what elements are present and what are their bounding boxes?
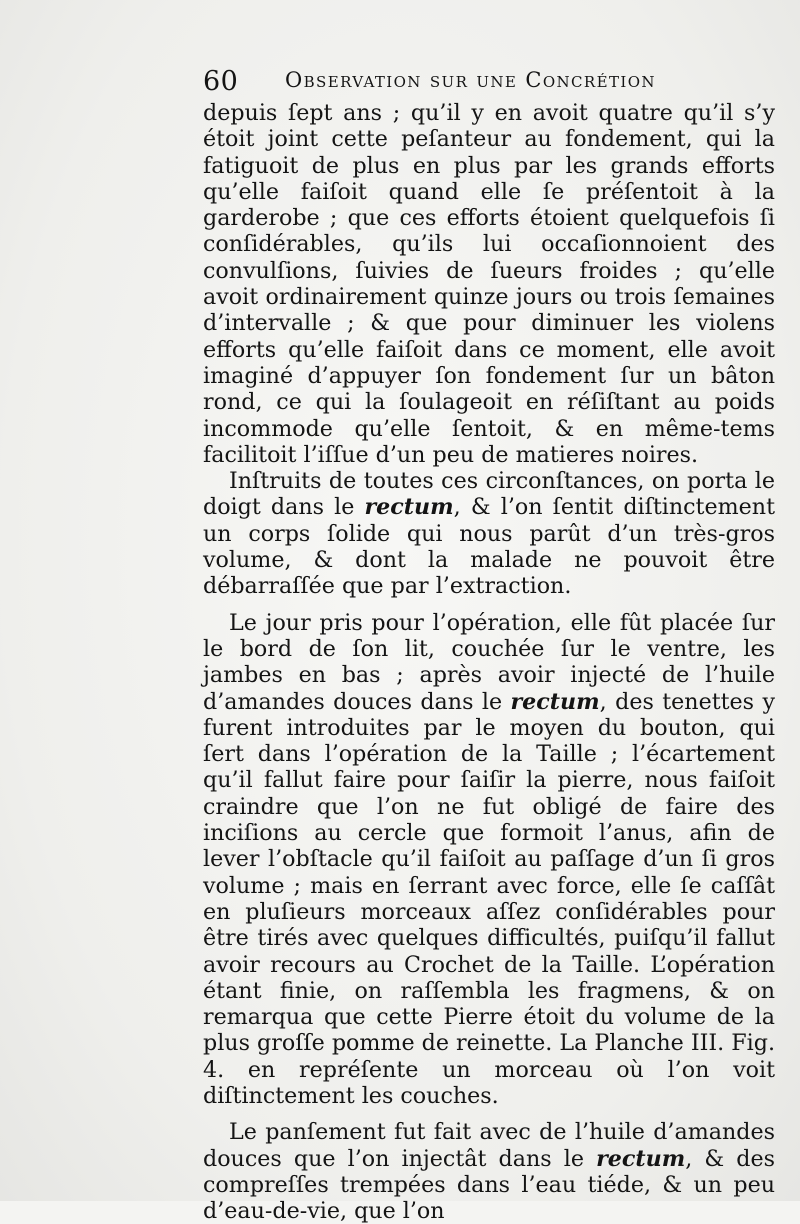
- paragraph-3-text-b: , des tenettes y furent introduites par le moyen du bouton, qui ſert dans l’opération de la Taille ; l’écartement qu’il fallut faire pour ſaiſir la pierre, nous faiſoit craindre que l’on ne fut obligé de faire des inciſions au cercle que formoit l’anus, afin de lever l’obſtacle qu’il faiſoit au paſſage d’un ſi gros volume ; mais en ſerrant avec force, elle ſe caſſât en pluſieurs morceaux aſſez conſidérables pour être tirés avec quelques difficultés, puiſqu’il fallut avoir recours au Crochet de la Taille. L’opération étant finie, on raſſembla les fragmens, & on remarqua que cette Pierre étoit du volume de la plus groſſe pomme de reinette. La Planche III. Fig. 4. en repréſente un morceau où l’on voit diſtinctement les couches.: [203, 688, 775, 1109]
- paragraph-2-text-a: Inſtruits de toutes ces circonſtances, on porta le doigt dans le: [203, 468, 775, 521]
- body-text: [203, 100, 775, 1224]
- paragraph-2-text-b: , & l’on ſentit diſtinctement un corps ſolide qui nous parût d’un très-gros volume, & dont la malade ne pouvoit être débarraſſée que par l’extraction.: [203, 494, 775, 600]
- paragraph-4-text-b: , & des compreſſes trempées dans l’eau tiéde, & un peu d’eau-de-vie, que l’on: [203, 1145, 775, 1224]
- paragraph-3-rectum: rectum: [510, 688, 600, 715]
- running-title: Observation sur une Concrétion: [285, 68, 656, 92]
- paragraph-2: [203, 468, 775, 599]
- paragraph-3-text-a: Le jour pris pour l’opération, elle fût placée ſur le bord de ſon lit, couchée ſur le ventre, les jambes en bas ; après avoir injecté de l’huile d’amandes douces dans le: [203, 609, 775, 715]
- paragraph-4-text-a: Le panſement fut fait avec de l’huile d’amandes douces que l’on injectât dans le: [203, 1119, 775, 1172]
- paragraph-4: [203, 1119, 775, 1224]
- paragraph-1-text: depuis ſept ans ; qu’il y en avoit quatre qu’il s’y étoit joint cette peſanteur au fondement, qui la fatiguoit de plus en plus par les grands efforts qu’elle faiſoit quand elle ſe préſentoit à la garderobe ; que ces efforts étoient quelquefois ſi conſidérables, qu’ils lui occaſionnoient des convulſions, ſuivies de ſueurs froides ; qu’elle avoit ordinairement quinze jours ou trois ſemaines d’intervalle ; & que pour diminuer les violens efforts qu’elle faiſoit dans ce moment, elle avoit imaginé d’appuyer ſon fondement ſur un bâton rond, ce qui la ſoulageoit en réſiſtant au poids incommode qu’elle ſentoit, & en même-tems facilitoit l’iſſue d’un peu de matieres noires.: [203, 100, 775, 468]
- page-number: 60: [203, 66, 239, 97]
- page-header: [203, 66, 775, 102]
- paragraph-4-rectum: rectum: [596, 1145, 686, 1172]
- paragraph-2-rectum: rectum: [364, 494, 454, 521]
- paragraph-3: [203, 610, 775, 1110]
- paragraph-1: [203, 100, 775, 468]
